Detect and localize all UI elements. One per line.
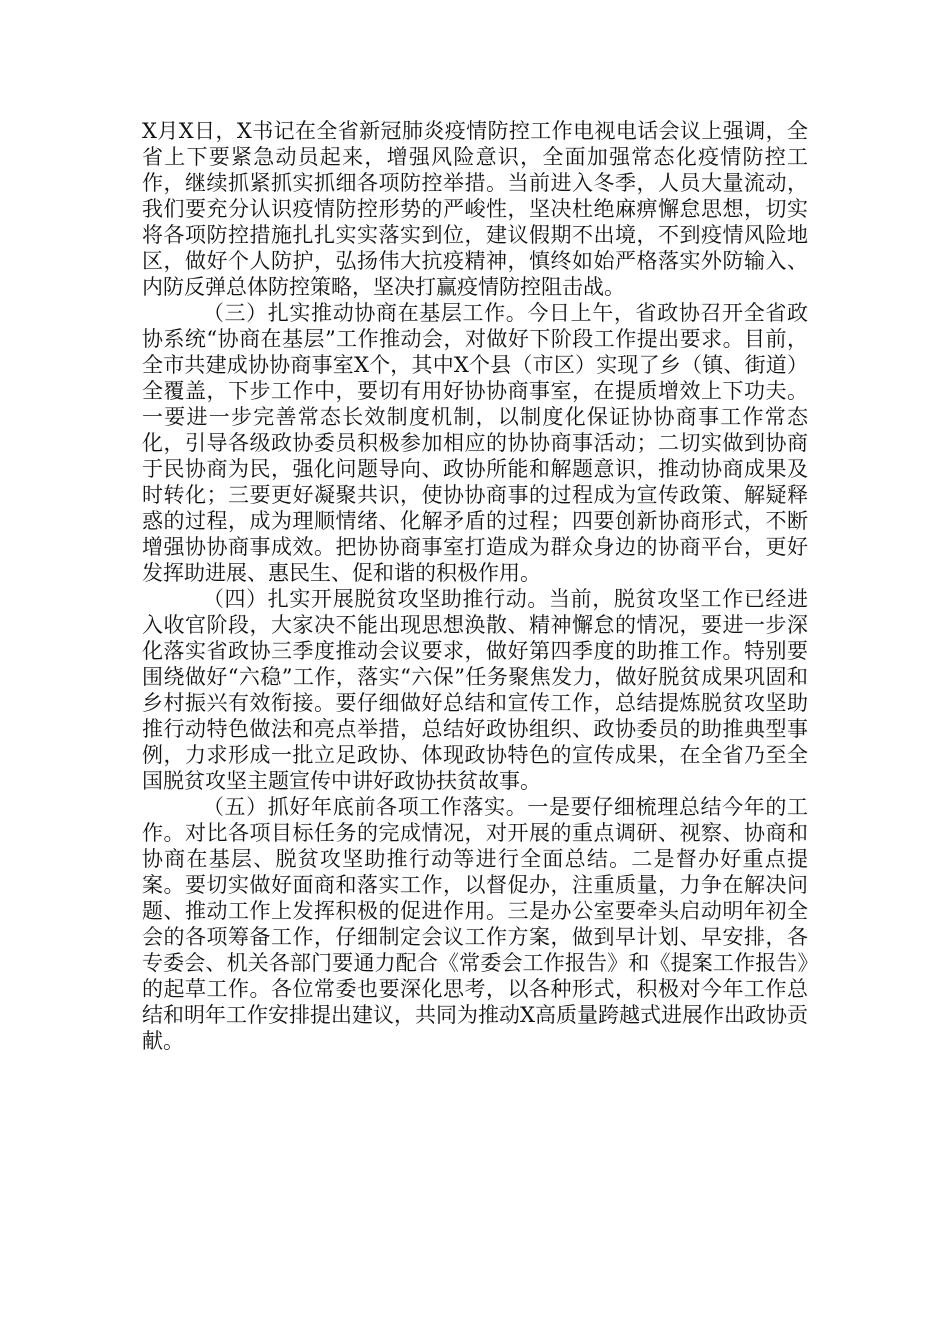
paragraph-epidemic-control: X月X日，X书记在全省新冠肺炎疫情防控工作电视电话会议上强调，全省上下要紧急动员起来，增强风险意识，全面加强常态化疫情防控工作，继续抓紧抓实抓细各项防控举措。当前进入冬季，人员大量流动，我们要充分认识疫情防控形势的严峻性，坚决杜绝麻痹懈怠思想，切实将各项防控措施扎扎实实落实到位，建议假期不出境，不到疫情风险地区，做好个人防护，弘扬伟大抗疫精神，慎终如始严格落实外防输入、内防反弹总体防控策略，坚决打赢疫情防控阻击战。 xyxy=(142,119,808,299)
document-body xyxy=(142,118,808,1054)
paragraph-consultation-grassroots: （三）扎实推动协商在基层工作。今日上午，省政协召开全省政协系统“协商在基层”工作推动会，对做好下阶段工作提出要求。目前，全市共建成协协商事室X个，其中X个县（市区）实现了乡（镇、街道）全覆盖，下步工作中，要切有用好协协商事室，在提质增效上下功夫。一要进一步完善常态长效制度机制，以制度化保证协协商事工作常态化，引导各级政协委员积极参加相应的协协商事活动；二切实做到协商于民协商为民，强化问题导向、政协所能和解题意识，推动协商成果及时转化；三要更好凝聚共识，使协协商事的过程成为宣传政策、解疑释惑的过程，成为理顺情绪、化解矛盾的过程；四要创新协商形式，不断增强协协商事成效。把协协商事室打造成为群众身边的协商平台，更好发挥助进展、惠民生、促和谐的积极作用。 xyxy=(142,301,808,585)
paragraph-poverty-alleviation: （四）扎实开展脱贫攻坚助推行动。当前，脱贫攻坚工作已经进入收官阶段，大家决不能出现思想涣散、精神懈怠的情况，要进一步深化落实省政协三季度推动会议要求，做好第四季度的助推工作。特别要围绕做好“六稳”工作，落实“六保”任务聚焦发力，做好脱贫成果巩固和乡村振兴有效衔接。要仔细做好总结和宣传工作，总结提炼脱贫攻坚助推行动特色做法和亮点举措，总结好政协组织、政协委员的助推典型事例，力求形成一批立足政协、体现政协特色的宣传成果，在全省乃至全国脱贫攻坚主题宣传中讲好政协扶贫故事。 xyxy=(142,587,808,793)
paragraph-year-end-work: （五）抓好年底前各项工作落实。一是要仔细梳理总结今年的工作。对比各项目标任务的完成情况，对开展的重点调研、视察、协商和协商在基层、脱贫攻坚助推行动等进行全面总结。二是督办好重点提案。要切实做好面商和落实工作，以督促办，注重质量，力争在解决问题、推动工作上发挥积极的促进作用。三是办公室要牵头启动明年初全会的各项筹备工作，仔细制定会议工作方案，做到早计划、早安排，各专委会、机关各部门要通力配合《常委会工作报告》和《提案工作报告》的起草工作。各位常委也要深化思考，以各种形式，积极对今年工作总结和明年工作安排提出建议，共同为推动X高质量跨越式进展作出政协贡献。 xyxy=(142,795,808,1053)
